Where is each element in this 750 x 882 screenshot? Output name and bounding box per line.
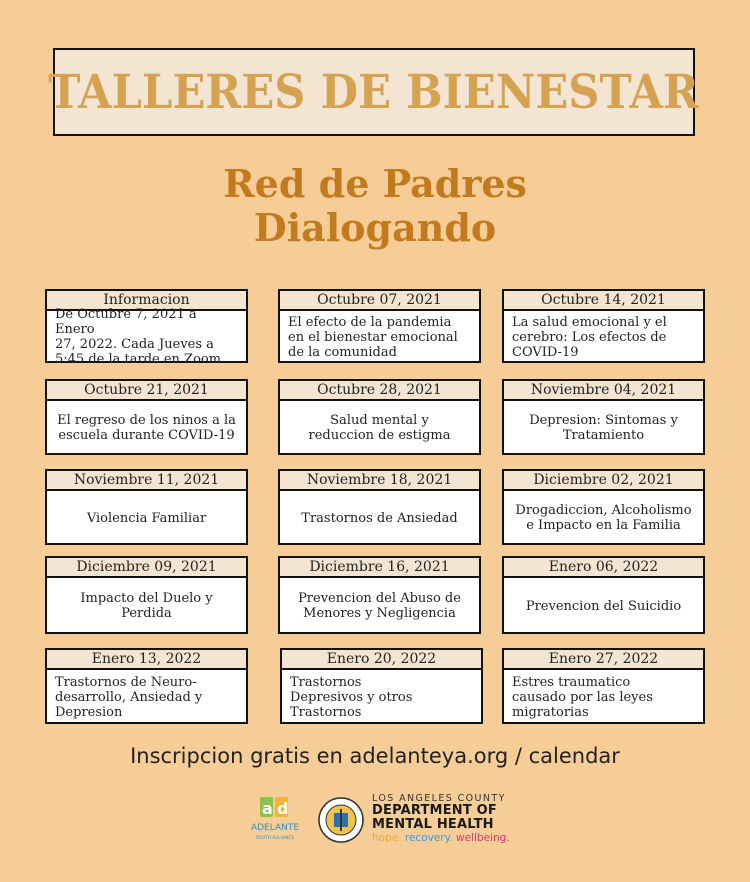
card-header: Enero 13, 2022: [47, 650, 246, 670]
card-text: escuela durante COVID-19: [58, 428, 235, 443]
dmh-line-1: DEPARTMENT OF: [372, 803, 497, 818]
card-text: cerebro: Los efectos de: [512, 329, 667, 345]
card-body: [280, 401, 479, 455]
card-text: Trastornos de Ansiedad: [301, 510, 458, 526]
card-session: [502, 469, 705, 545]
card-header: Diciembre 09, 2021: [47, 558, 246, 578]
card-body: [504, 578, 703, 634]
adelante-logo: [246, 795, 304, 845]
card-header: Octubre 28, 2021: [280, 381, 479, 401]
card-session: [502, 556, 705, 634]
card-header: Noviembre 18, 2021: [280, 471, 479, 491]
card-text: Salud mental y: [330, 413, 429, 428]
card-text: de la comunidad: [288, 344, 397, 360]
card-session: [45, 379, 248, 455]
card-body: [504, 311, 703, 363]
card-text: Estres traumatico: [512, 674, 631, 690]
card-body: [504, 401, 703, 455]
card-body: [47, 578, 246, 634]
card-session: [45, 469, 248, 545]
tag-hope: hope.: [372, 832, 402, 844]
dmh-line-2: MENTAL HEALTH: [372, 817, 494, 832]
card-text: Impacto del Duelo y Perdida: [80, 591, 213, 621]
card-body: [282, 670, 481, 724]
card-text: Depresion: Sintomas y: [529, 413, 678, 428]
page-title: TALLERES DE BIENESTAR: [48, 64, 700, 120]
card-text: Tratamiento: [562, 428, 645, 443]
svg-text:d: d: [277, 799, 289, 818]
card-session: [280, 648, 483, 724]
card-text: COVID-19: [512, 344, 579, 360]
card-header: Diciembre 16, 2021: [280, 558, 479, 578]
card-session: [502, 648, 705, 724]
card-text: desarrollo, Ansiedad y: [55, 689, 203, 705]
card-body: [47, 307, 246, 367]
card-text: reduccion de estigma: [308, 428, 451, 443]
card-body: [47, 401, 246, 455]
adelante-logo-name: ADELANTE: [250, 823, 300, 833]
tag-recovery: recovery.: [404, 832, 453, 844]
card-header: Enero 20, 2022: [282, 650, 481, 670]
tag-wellbeing: wellbeing.: [456, 832, 510, 844]
card-session: [278, 289, 481, 363]
card-text: Trastornos de Neuro-: [55, 674, 197, 690]
card-body: [504, 491, 703, 545]
card-text: Prevencion del Suicidio: [525, 598, 682, 614]
card-body: [280, 578, 479, 634]
card-text: Trastornos: [290, 674, 362, 690]
card-header: Diciembre 02, 2021: [504, 471, 703, 491]
card-text: Depresivos y otros: [290, 689, 413, 705]
card-header: Octubre 07, 2021: [280, 291, 479, 311]
dmh-county: LOS ANGELES COUNTY: [372, 793, 506, 804]
dmh-tagline: [372, 832, 532, 845]
card-session: [45, 556, 248, 634]
card-body: [280, 311, 479, 363]
card-session: [45, 648, 248, 724]
dmh-logo: [372, 793, 532, 845]
card-body: [47, 491, 246, 545]
card-header: Noviembre 11, 2021: [47, 471, 246, 491]
card-text: La salud emocional y el: [512, 314, 667, 330]
card-informacion: [45, 289, 248, 367]
card-text: e Impacto en la Familia: [526, 518, 681, 533]
card-text: 5:45 de la tarde en Zoom.: [55, 352, 226, 367]
title-banner: [48, 48, 700, 136]
card-header: Octubre 14, 2021: [504, 291, 703, 311]
card-text: Menores y Negligencia: [303, 606, 456, 621]
card-text: Prevencion del Abuso de: [298, 591, 461, 606]
card-header: Enero 06, 2022: [504, 558, 703, 578]
card-session: [278, 469, 481, 545]
card-text: El regreso de los ninos a la: [57, 413, 236, 428]
adelante-logo-tagline: YOUTH ALLIANCE: [255, 836, 295, 841]
card-text: Depresion: [55, 704, 123, 720]
card-session: [278, 379, 481, 455]
card-body: [280, 491, 479, 545]
card-session: [502, 379, 705, 455]
card-text: Drogadiccion, Alcoholismo: [515, 503, 692, 518]
card-text: De Octubre 7, 2021 a Enero: [55, 307, 197, 337]
card-text: Violencia Familiar: [86, 510, 207, 526]
card-body: [504, 670, 703, 724]
card-text: El efecto de la pandemia: [288, 314, 452, 330]
card-text: causado por las leyes: [512, 689, 653, 705]
svg-text:a: a: [262, 799, 273, 818]
subtitle-line-1: Red de Padres: [223, 161, 527, 206]
card-header: Informacion: [47, 291, 246, 311]
card-header: Octubre 21, 2021: [47, 381, 246, 401]
subtitle-line-2: Dialogando: [253, 205, 497, 250]
card-text: Trastornos: [290, 704, 362, 720]
card-session: [502, 289, 705, 363]
card-header: Noviembre 04, 2021: [504, 381, 703, 401]
county-seal-icon: [318, 797, 364, 843]
card-body: [47, 670, 246, 724]
card-text: en el bienestar emocional: [288, 329, 458, 345]
card-text: migratorias: [512, 704, 589, 720]
card-header: Enero 27, 2022: [504, 650, 703, 670]
card-text: 27, 2022. Cada Jueves a: [55, 337, 214, 352]
card-session: [278, 556, 481, 634]
registration-text: Inscripcion gratis en adelanteya.org / calendar: [130, 744, 620, 768]
